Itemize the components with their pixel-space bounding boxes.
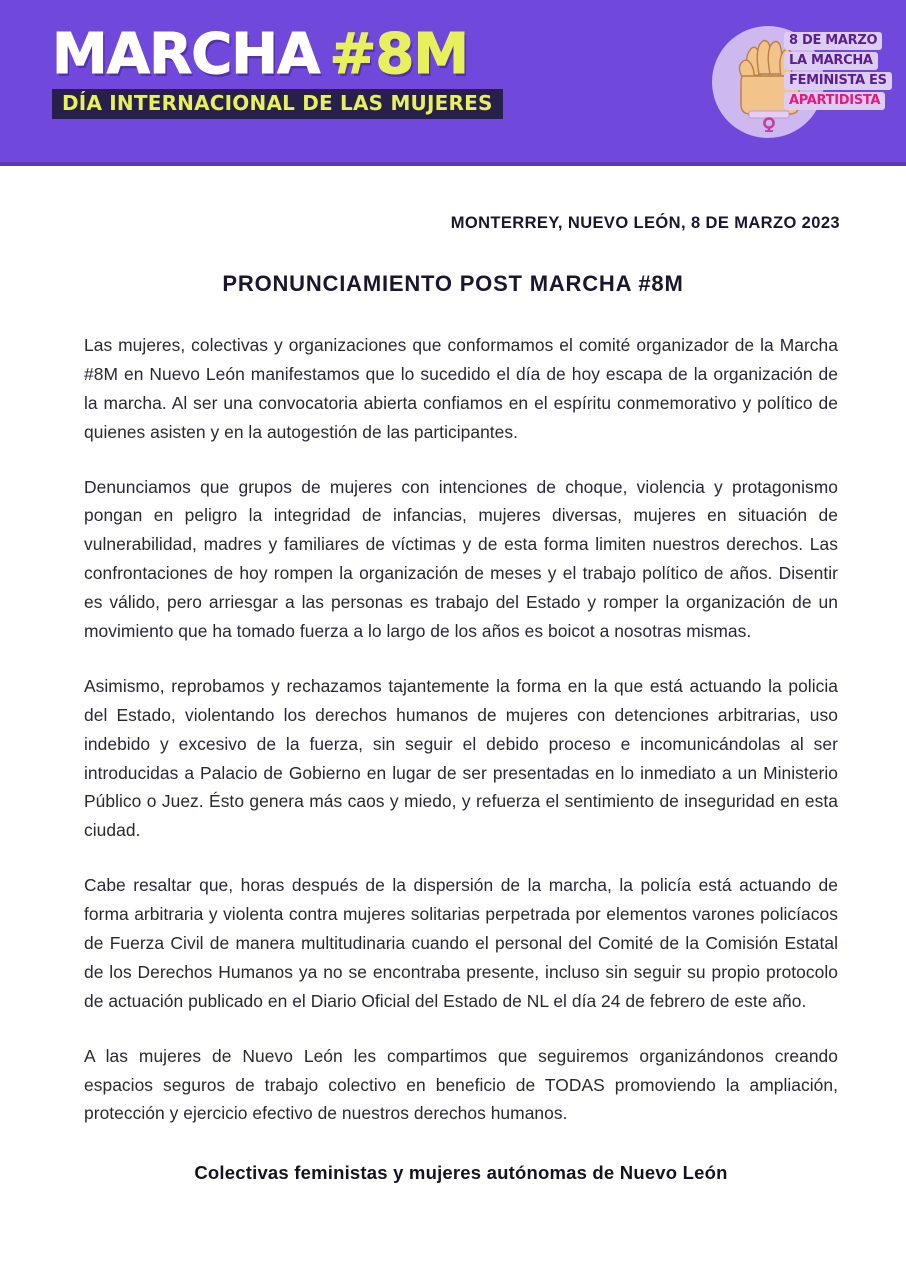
document-sheet xyxy=(0,166,906,1184)
badge-line-2: LA MARCHA xyxy=(784,52,878,70)
badge-text-block xyxy=(784,32,887,112)
dateline: MONTERREY, NUEVO LEÓN, 8 DE MARZO 2023 xyxy=(450,214,840,232)
page-title: PRONUNCIAMIENTO POST MARCHA #8M xyxy=(222,271,684,296)
logo-word-marcha: MARCHA xyxy=(52,22,320,87)
badge-line-1: 8 DE MARZO xyxy=(784,32,882,50)
logo-subtitle: DÍA INTERNACIONAL DE LAS MUJERES xyxy=(52,89,503,119)
paragraph: Cabe resaltar que, horas después de la dispersión de la marcha, la policía está actuando de forma arbitraria y violenta contra mujeres solitarias perpetrada por elementos varones policíacos de Fuerza Civil de manera multitudinaria cuando el personal del Comité de la Comisión Estatal de los Derechos Humanos ya no se encontraba presente, incluso sin seguir su propio protocolo de actuación publicado en el Diario Oficial del Estado de NL el día 24 de febrero de este año. xyxy=(84,875,838,1011)
paragraph: Las mujeres, colectivas y organizaciones que conformamos el comité organizador de la Marcha #8M en Nuevo León manifestamos que lo sucedido el día de hoy escapa de la organización de la marcha. Al ser una convocatoria abierta confiamos en el espíritu conmemorativo y político de quienes asisten y en la autogestión de las participantes. xyxy=(84,335,838,442)
marcha-8m-logo xyxy=(52,22,493,119)
logo-word-hashtag: #8M xyxy=(329,22,469,87)
badge-line-4-apartidista: APARTIDISTA xyxy=(784,92,885,110)
signature: Colectivas feministas y mujeres autónomas de Nuevo León xyxy=(194,1162,728,1184)
paragraph: Asimismo, reprobamos y rechazamos tajantemente la forma en la que está actuando la policia del Estado, violentando los derechos humanos de mujeres con detenciones arbitrarias, uso indebido y excesivo de la fuerza, sin seguir el debido proceso e incomunicándolas al ser introducidas a Palacio de Gobierno en lugar de ser presentadas en lo inmediato a un Ministerio Público o Juez. Ésto genera más caos y miedo, y refuerza el sentimiento de inseguridad en esta ciudad. xyxy=(84,675,838,841)
paragraph: A las mujeres de Nuevo León les compartimos que seguiremos organizándonos creando espacios seguros de trabajo colectivo en beneficio de TODAS promoviendo la ampliación, protección y ejercicio efectivo de nuestros derechos humanos. xyxy=(84,1045,838,1124)
apartidista-badge xyxy=(708,24,887,140)
document-body xyxy=(0,297,906,1184)
logo-title xyxy=(52,22,472,87)
header-banner xyxy=(0,0,906,166)
badge-line-3: FEMINISTA ES xyxy=(784,72,892,90)
paragraph: Denunciamos que grupos de mujeres con intenciones de choque, violencia y protagonismo pongan en peligro la integridad de infancias, mujeres diversas, mujeres en situación de vulnerabilidad, madres y familiares de víctimas y de esta forma limiten nuestros derechos. Las confrontaciones de hoy rompen la organización de meses y el trabajo político de años. Disentir es válido, pero arriesgar a las personas es trabajo del Estado y romper la organización de un movimiento que ha tomado fuerza a lo largo de los años es boicot a nosotras mismas. xyxy=(84,476,838,642)
